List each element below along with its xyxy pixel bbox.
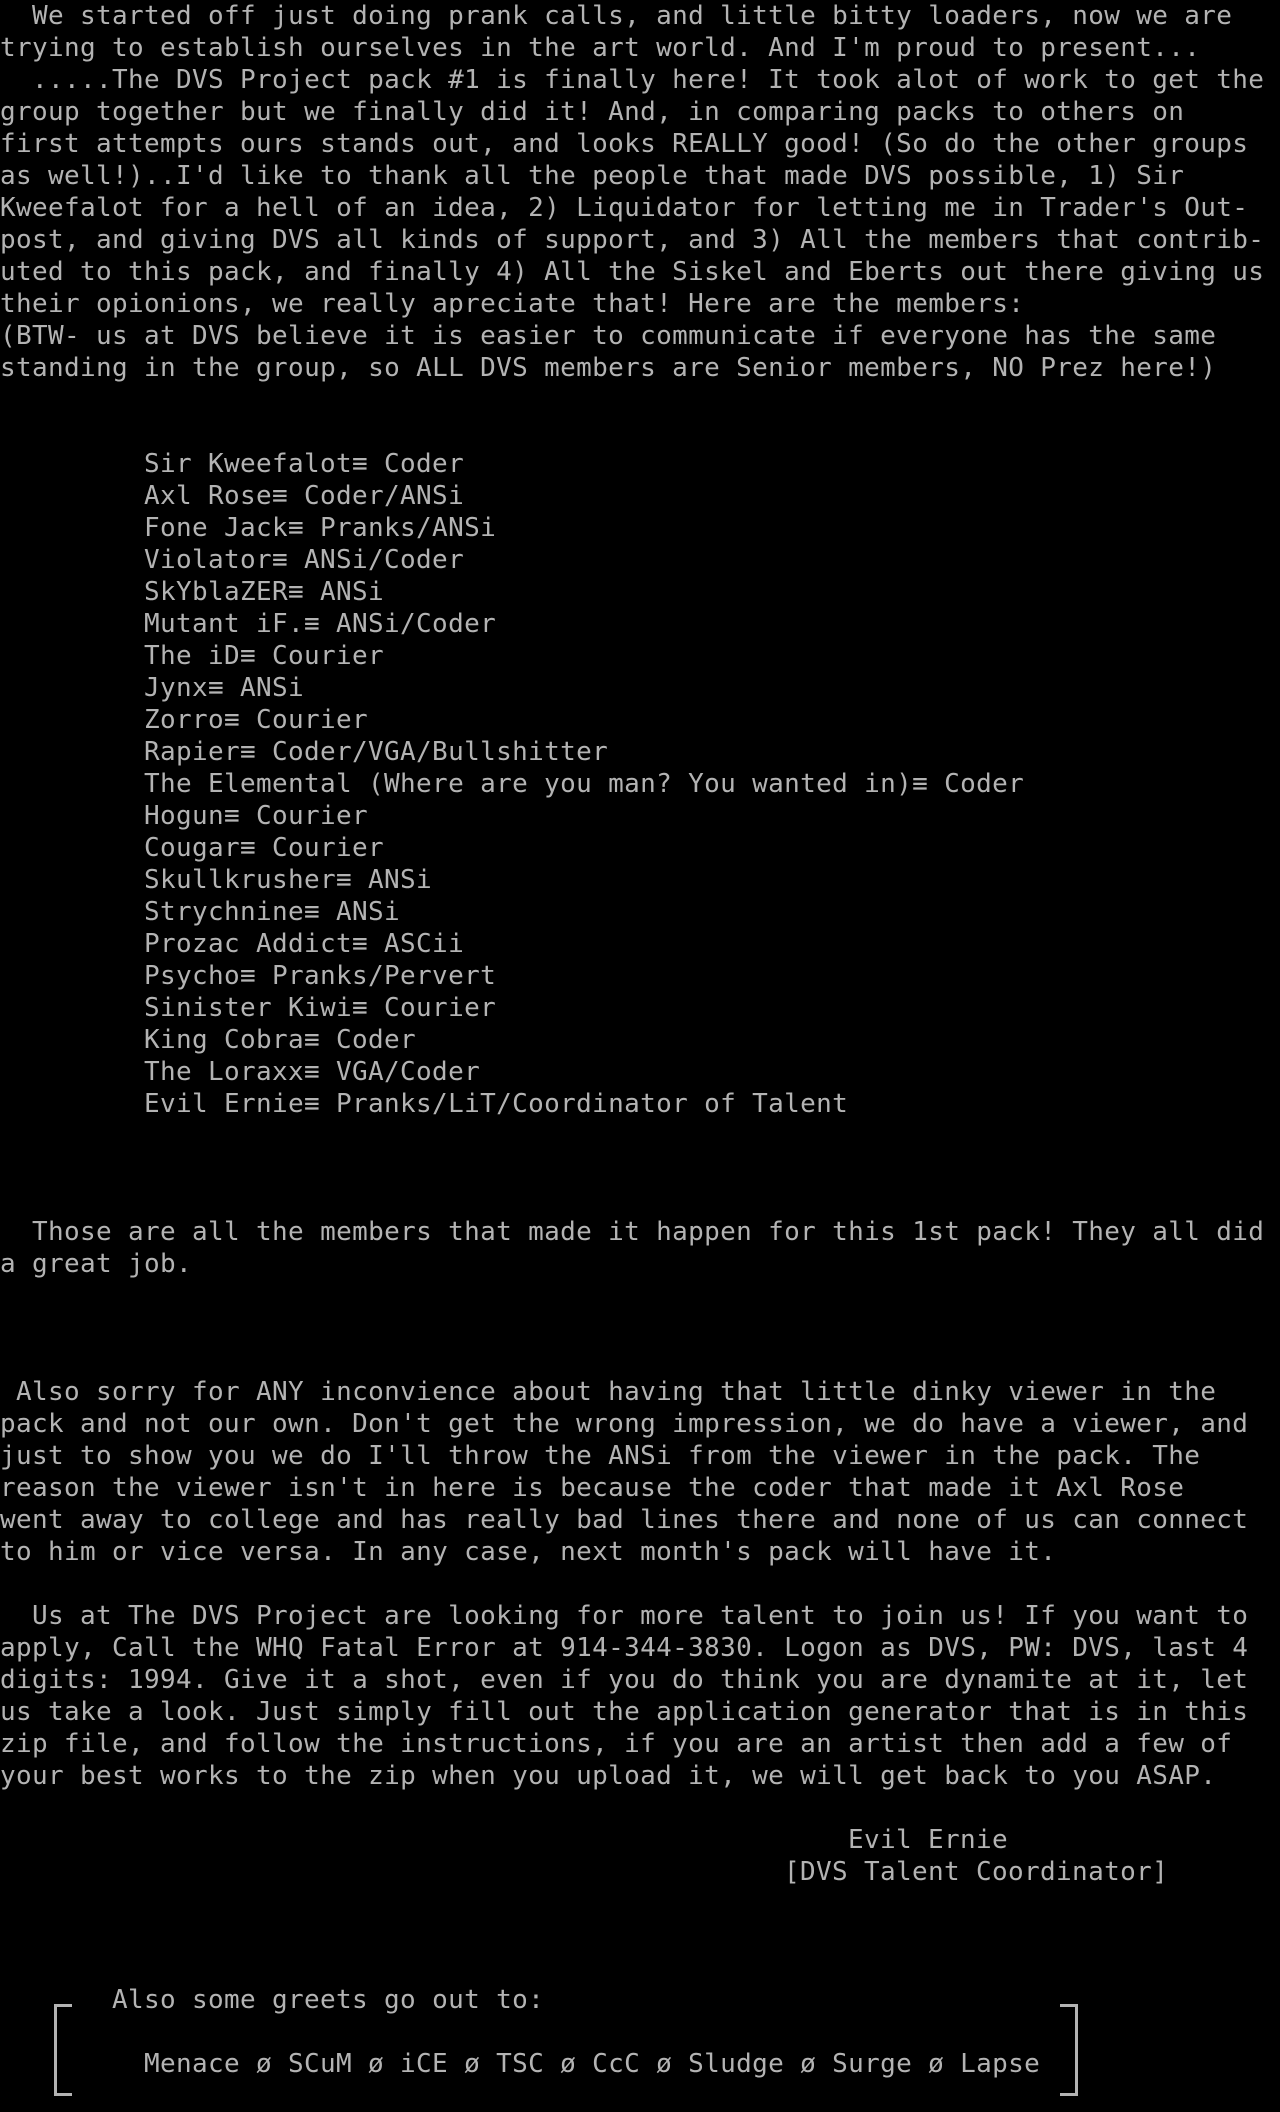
- member-row: Hogun≡ Courier: [144, 801, 369, 831]
- member-row: The Loraxx≡ VGA/Coder: [144, 1057, 481, 1087]
- recruitment-line: digits: 1994. Give it a shot, even if you do think you are dynamite at it, let: [0, 1665, 1249, 1695]
- signature-title: [DVS Talent Coordinator]: [784, 1857, 1169, 1887]
- intro-line: We started off just doing prank calls, and little bitty loaders, now we are: [0, 1, 1233, 31]
- greets-left-bracket: [54, 2004, 72, 2096]
- viewer-line: just to show you we do I'll throw the ANSi from the viewer in the pack. The: [0, 1441, 1201, 1471]
- viewer-line: reason the viewer isn't in here is because the coder that made it Axl Rose: [0, 1473, 1185, 1503]
- intro-line: first attempts ours stands out, and looks REALLY good! (So do the other groups: [0, 129, 1249, 159]
- intro-line: as well!)..I'd like to thank all the people that made DVS possible, 1) Sir: [0, 161, 1185, 191]
- member-row: Sir Kweefalot≡ Coder: [144, 449, 465, 479]
- member-row: Zorro≡ Courier: [144, 705, 369, 735]
- viewer-line: pack and not our own. Don't get the wrong impression, we do have a viewer, and: [0, 1409, 1249, 1439]
- outro-paragraph: [0, 1216, 1264, 1280]
- outro-line: Those are all the members that made it happen for this 1st pack! They all did: [0, 1217, 1265, 1247]
- recruitment-paragraph: [0, 1600, 1248, 1792]
- viewer-line: went away to college and has really bad lines there and none of us can connect: [0, 1505, 1249, 1535]
- member-row: SkYblaZER≡ ANSi: [144, 577, 385, 607]
- member-row: Jynx≡ ANSi: [144, 673, 305, 703]
- intro-line: group together but we finally did it! And, in comparing packs to others on: [0, 97, 1185, 127]
- member-row: Mutant iF.≡ ANSi/Coder: [144, 609, 497, 639]
- viewer-line: Also sorry for ANY inconvience about having that little dinky viewer in the: [0, 1377, 1217, 1407]
- member-row: The iD≡ Courier: [144, 641, 385, 671]
- member-row: Rapier≡ Coder/VGA/Bullshitter: [144, 737, 609, 767]
- member-row: Fone Jack≡ Pranks/ANSi: [144, 513, 497, 543]
- member-row: Violator≡ ANSi/Coder: [144, 545, 465, 575]
- signature-name: Evil Ernie: [848, 1825, 1009, 1855]
- recruitment-line: your best works to the zip when you upload it, we will get back to you ASAP.: [0, 1761, 1217, 1791]
- intro-paragraph: [0, 0, 1264, 384]
- greets-right-bracket: [1060, 2004, 1078, 2096]
- greets-line: Menace ø SCuM ø iCE ø TSC ø CcC ø Sludge ø Surge ø Lapse: [144, 2049, 1041, 2079]
- recruitment-line: apply, Call the WHQ Fatal Error at 914-344-3830. Logon as DVS, PW: DVS, last 4: [0, 1633, 1249, 1663]
- outro-line: a great job.: [0, 1249, 193, 1279]
- greets-heading: Also some greets go out to:: [112, 1985, 545, 2015]
- member-row: Prozac Addict≡ ASCii: [144, 929, 465, 959]
- intro-line: standing in the group, so ALL DVS members are Senior members, NO Prez here!): [0, 353, 1217, 383]
- member-list: [144, 448, 1024, 1120]
- intro-line: Kweefalot for a hell of an idea, 2) Liquidator for letting me in Trader's Out-: [0, 193, 1249, 223]
- member-row: Cougar≡ Courier: [144, 833, 385, 863]
- intro-line: their opionions, we really apreciate that! Here are the members:: [0, 289, 1025, 319]
- member-row: Skullkrusher≡ ANSi: [144, 865, 433, 895]
- intro-line: trying to establish ourselves in the art world. And I'm proud to present...: [0, 33, 1201, 63]
- member-row: Strychnine≡ ANSi: [144, 897, 401, 927]
- member-row: Psycho≡ Pranks/Pervert: [144, 961, 497, 991]
- viewer-line: to him or vice versa. In any case, next month's pack will have it.: [0, 1537, 1057, 1567]
- intro-line: uted to this pack, and finally 4) All the Siskel and Eberts out there giving us: [0, 257, 1265, 287]
- viewer-paragraph: [0, 1376, 1248, 1568]
- recruitment-line: us take a look. Just simply fill out the application generator that is in this: [0, 1697, 1249, 1727]
- intro-line: .....The DVS Project pack #1 is finally here! It took alot of work to get the: [0, 65, 1265, 95]
- member-row: Evil Ernie≡ Pranks/LiT/Coordinator of Talent: [144, 1089, 849, 1119]
- recruitment-line: zip file, and follow the instructions, if you are an artist then add a few of: [0, 1729, 1233, 1759]
- intro-line: post, and giving DVS all kinds of support, and 3) All the members that contrib-: [0, 225, 1265, 255]
- recruitment-line: Us at The DVS Project are looking for more talent to join us! If you want to: [0, 1601, 1249, 1631]
- member-row: The Elemental (Where are you man? You wanted in)≡ Coder: [144, 769, 1025, 799]
- member-row: Axl Rose≡ Coder/ANSi: [144, 481, 465, 511]
- intro-line: (BTW- us at DVS believe it is easier to communicate if everyone has the same: [0, 321, 1217, 351]
- member-row: King Cobra≡ Coder: [144, 1025, 417, 1055]
- member-row: Sinister Kiwi≡ Courier: [144, 993, 497, 1023]
